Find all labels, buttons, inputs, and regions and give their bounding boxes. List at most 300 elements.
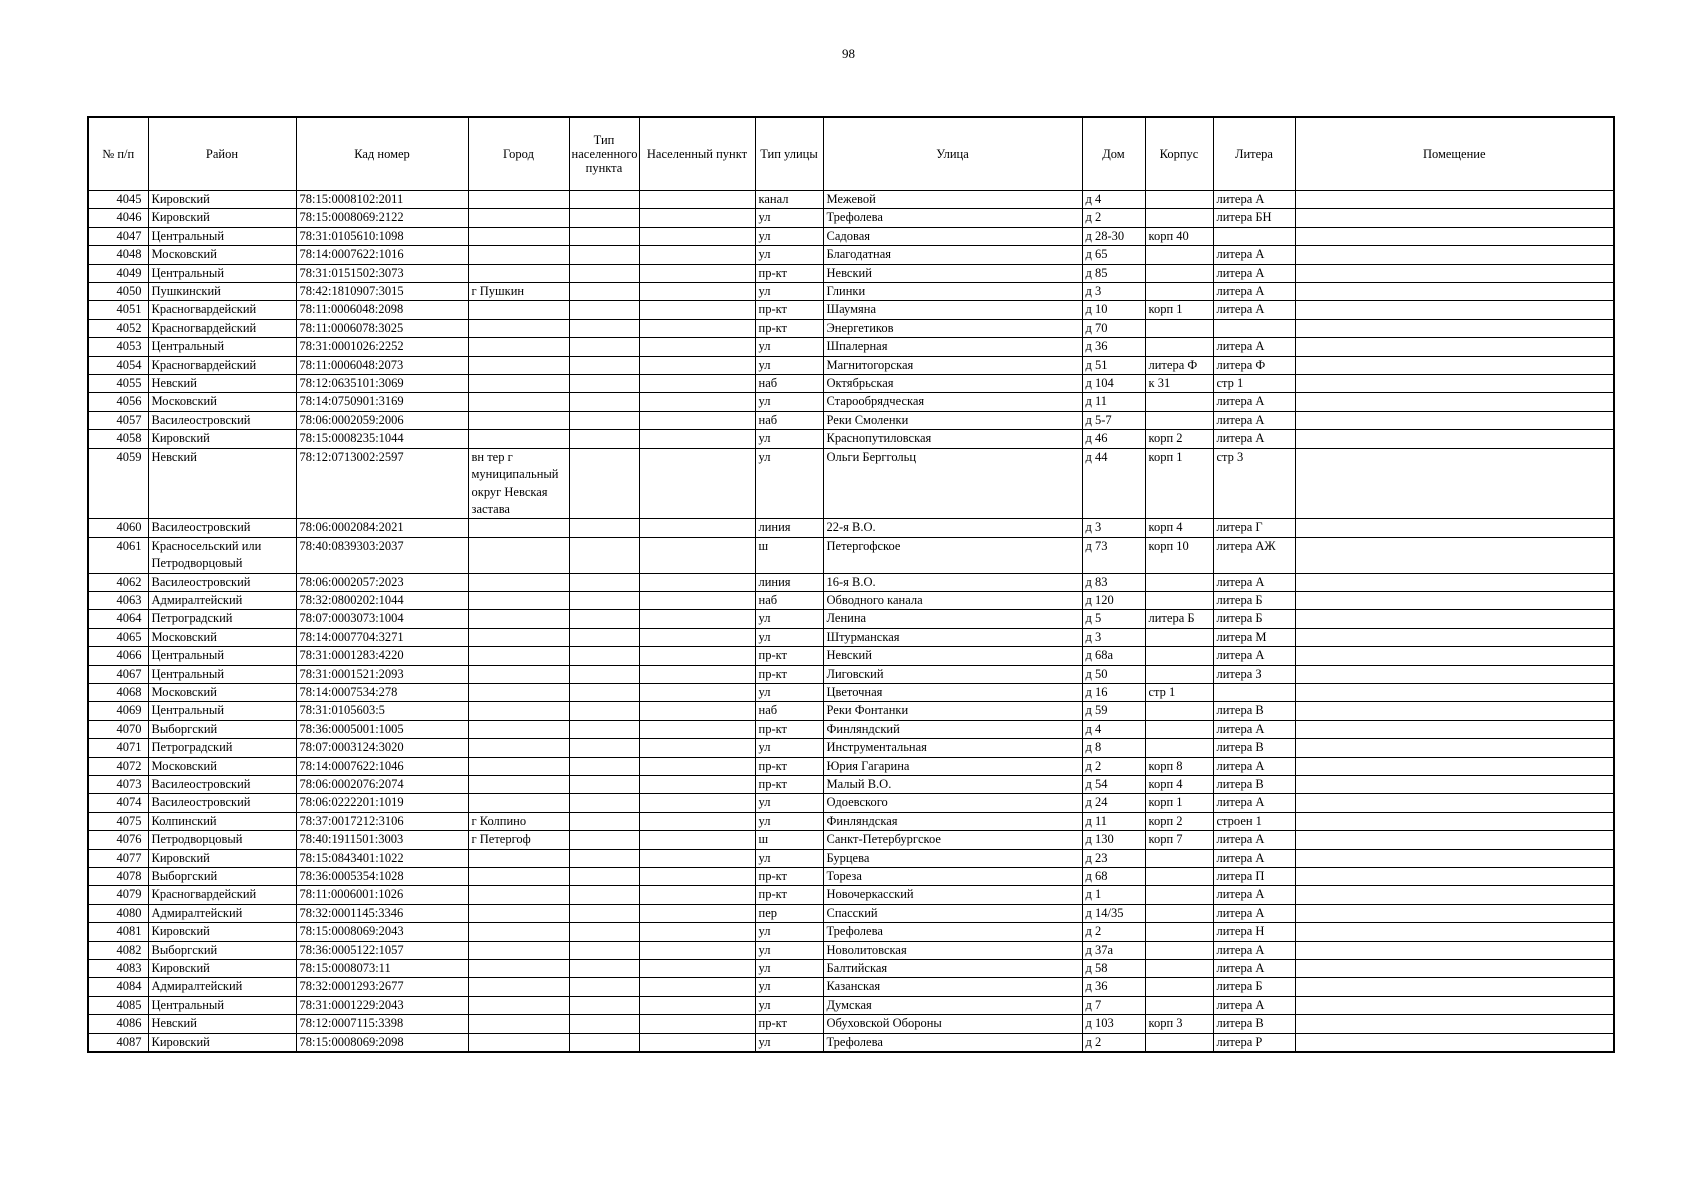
table-cell	[569, 319, 639, 337]
table-cell: ул	[755, 393, 823, 411]
table-row	[88, 209, 1614, 227]
table-cell: литера В	[1213, 739, 1295, 757]
table-cell: 78:36:0005354:1028	[296, 868, 468, 886]
table-cell: 4087	[88, 1033, 148, 1052]
table-cell	[639, 960, 755, 978]
table-row	[88, 720, 1614, 738]
table-cell	[569, 537, 639, 573]
table-cell: литера А	[1213, 996, 1295, 1014]
table-cell: линия	[755, 519, 823, 537]
table-cell: литера А	[1213, 757, 1295, 775]
table-cell: 78:15:0008069:2122	[296, 209, 468, 227]
table-cell	[468, 209, 569, 227]
table-row	[88, 739, 1614, 757]
table-cell: Юрия Гагарина	[823, 757, 1082, 775]
table-row	[88, 665, 1614, 683]
table-cell: 78:42:1810907:3015	[296, 283, 468, 301]
table-cell: Красносельский или Петродворцовый	[148, 537, 296, 573]
table-row	[88, 537, 1614, 573]
table-cell	[1295, 647, 1614, 665]
table-cell: Красногвардейский	[148, 319, 296, 337]
table-cell: д 3	[1082, 283, 1145, 301]
table-row	[88, 519, 1614, 537]
table-cell: Центральный	[148, 996, 296, 1014]
table-cell: Кировский	[148, 923, 296, 941]
table-cell: литера З	[1213, 665, 1295, 683]
column-header: Корпус	[1145, 117, 1213, 191]
table-cell	[1145, 868, 1213, 886]
table-row	[88, 904, 1614, 922]
table-cell: литера А	[1213, 647, 1295, 665]
table-row	[88, 1015, 1614, 1033]
table-cell	[1145, 702, 1213, 720]
table-cell: Октябрьская	[823, 375, 1082, 393]
table-cell	[1295, 573, 1614, 591]
column-header: Литера	[1213, 117, 1295, 191]
table-cell: пр-кт	[755, 868, 823, 886]
table-cell: д 120	[1082, 591, 1145, 609]
table-row	[88, 610, 1614, 628]
table-cell	[639, 537, 755, 573]
table-cell	[639, 683, 755, 701]
table-cell	[1145, 209, 1213, 227]
table-row	[88, 757, 1614, 775]
table-cell: 78:06:0002084:2021	[296, 519, 468, 537]
table-cell	[468, 356, 569, 374]
table-cell	[1145, 628, 1213, 646]
table-cell: 4057	[88, 411, 148, 429]
table-cell	[639, 978, 755, 996]
table-cell: д 50	[1082, 665, 1145, 683]
table-cell	[569, 849, 639, 867]
table-cell: Адмиралтейский	[148, 591, 296, 609]
table-cell	[468, 739, 569, 757]
table-cell: Кировский	[148, 209, 296, 227]
table-cell: Спасский	[823, 904, 1082, 922]
table-cell: Балтийская	[823, 960, 1082, 978]
table-cell	[468, 430, 569, 448]
table-body	[88, 191, 1614, 1053]
table-cell: д 2	[1082, 1033, 1145, 1052]
table-cell: Малый В.О.	[823, 776, 1082, 794]
table-cell	[1213, 319, 1295, 337]
table-cell: литера А	[1213, 941, 1295, 959]
table-cell: ш	[755, 537, 823, 573]
table-cell: литера А	[1213, 430, 1295, 448]
column-header: Улица	[823, 117, 1082, 191]
table-cell: 4073	[88, 776, 148, 794]
table-cell: 4051	[88, 301, 148, 319]
table-row	[88, 573, 1614, 591]
table-cell	[468, 978, 569, 996]
table-cell: д 54	[1082, 776, 1145, 794]
table-cell: 78:11:0006048:2073	[296, 356, 468, 374]
table-cell: Пушкинский	[148, 283, 296, 301]
table-cell: литера А	[1213, 301, 1295, 319]
table-cell: 78:40:1911501:3003	[296, 831, 468, 849]
table-cell: 4047	[88, 227, 148, 245]
table-cell: д 4	[1082, 720, 1145, 738]
table-cell	[1295, 411, 1614, 429]
table-cell: литера А	[1213, 246, 1295, 264]
table-cell: 78:12:0635101:3069	[296, 375, 468, 393]
table-cell	[639, 227, 755, 245]
table-cell: Адмиралтейский	[148, 978, 296, 996]
table-cell: Московский	[148, 757, 296, 775]
table-cell: литера А	[1213, 573, 1295, 591]
table-cell: д 46	[1082, 430, 1145, 448]
table-cell: литера В	[1213, 1015, 1295, 1033]
table-cell: наб	[755, 591, 823, 609]
table-cell: ул	[755, 610, 823, 628]
table-cell: линия	[755, 573, 823, 591]
table-cell: ул	[755, 430, 823, 448]
table-cell: 78:11:0006001:1026	[296, 886, 468, 904]
table-cell	[639, 757, 755, 775]
table-cell: ул	[755, 978, 823, 996]
table-cell	[1295, 683, 1614, 701]
table-cell: Штурманская	[823, 628, 1082, 646]
table-row	[88, 960, 1614, 978]
table-cell	[639, 283, 755, 301]
table-cell	[468, 338, 569, 356]
table-cell: наб	[755, 411, 823, 429]
table-cell: Инструментальная	[823, 739, 1082, 757]
table-cell	[569, 960, 639, 978]
table-cell: Межевой	[823, 191, 1082, 209]
table-cell: 78:36:0005001:1005	[296, 720, 468, 738]
table-cell: Цветочная	[823, 683, 1082, 701]
table-cell	[1295, 356, 1614, 374]
table-cell	[1145, 886, 1213, 904]
table-cell	[569, 628, 639, 646]
table-cell: 78:06:0002057:2023	[296, 573, 468, 591]
table-cell: ул	[755, 849, 823, 867]
table-cell	[1295, 794, 1614, 812]
table-cell: Реки Смоленки	[823, 411, 1082, 429]
table-cell	[1145, 338, 1213, 356]
table-cell	[569, 246, 639, 264]
table-cell: корп 1	[1145, 794, 1213, 812]
table-cell	[1145, 246, 1213, 264]
table-cell: наб	[755, 375, 823, 393]
table-cell: д 5-7	[1082, 411, 1145, 429]
table-cell: Невский	[823, 264, 1082, 282]
table-cell: Центральный	[148, 264, 296, 282]
table-cell: Новолитовская	[823, 941, 1082, 959]
table-cell	[468, 702, 569, 720]
table-cell: корп 4	[1145, 776, 1213, 794]
table-cell	[468, 519, 569, 537]
table-cell: Думская	[823, 996, 1082, 1014]
table-cell: 4048	[88, 246, 148, 264]
table-cell: Тореза	[823, 868, 1082, 886]
table-cell: Садовая	[823, 227, 1082, 245]
table-cell: Кировский	[148, 849, 296, 867]
table-cell	[1295, 519, 1614, 537]
table-cell	[468, 375, 569, 393]
table-cell: литера Б	[1213, 978, 1295, 996]
table-cell	[1295, 831, 1614, 849]
table-cell	[1145, 978, 1213, 996]
table-cell: 4064	[88, 610, 148, 628]
table-row	[88, 776, 1614, 794]
table-row	[88, 683, 1614, 701]
table-cell	[569, 665, 639, 683]
table-cell	[1295, 448, 1614, 519]
table-cell: Трефолева	[823, 923, 1082, 941]
table-cell: д 4	[1082, 191, 1145, 209]
table-cell: 4079	[88, 886, 148, 904]
table-cell	[1295, 430, 1614, 448]
table-cell	[468, 923, 569, 941]
table-cell	[1295, 868, 1614, 886]
table-cell: литера А	[1213, 411, 1295, 429]
table-cell	[569, 209, 639, 227]
table-cell: д 70	[1082, 319, 1145, 337]
table-cell: 4084	[88, 978, 148, 996]
table-row	[88, 319, 1614, 337]
table-cell	[569, 430, 639, 448]
table-cell	[639, 776, 755, 794]
table-cell	[569, 191, 639, 209]
table-cell	[468, 537, 569, 573]
table-cell: 78:14:0007622:1016	[296, 246, 468, 264]
table-cell: Центральный	[148, 227, 296, 245]
table-cell	[1145, 941, 1213, 959]
table-cell: ул	[755, 209, 823, 227]
table-cell	[1145, 573, 1213, 591]
table-cell: корп 4	[1145, 519, 1213, 537]
table-cell: 78:11:0006048:2098	[296, 301, 468, 319]
table-cell: пр-кт	[755, 301, 823, 319]
table-cell	[569, 610, 639, 628]
table-cell	[468, 996, 569, 1014]
table-cell: строен 1	[1213, 812, 1295, 830]
table-cell	[639, 720, 755, 738]
table-cell: д 3	[1082, 519, 1145, 537]
table-cell: Казанская	[823, 978, 1082, 996]
table-cell: 4050	[88, 283, 148, 301]
table-cell: литера БН	[1213, 209, 1295, 227]
table-cell: Петроградский	[148, 739, 296, 757]
table-cell: 4075	[88, 812, 148, 830]
table-cell: корп 7	[1145, 831, 1213, 849]
table-cell: Василеостровский	[148, 519, 296, 537]
table-cell: Московский	[148, 683, 296, 701]
table-cell: Краснопутиловская	[823, 430, 1082, 448]
table-cell: литера А	[1213, 886, 1295, 904]
table-cell: Кировский	[148, 191, 296, 209]
table-cell: 78:32:0800202:1044	[296, 591, 468, 609]
table-cell: стр 1	[1213, 375, 1295, 393]
table-cell: Одоевского	[823, 794, 1082, 812]
table-cell	[468, 319, 569, 337]
table-cell	[639, 794, 755, 812]
table-cell	[569, 831, 639, 849]
table-cell	[468, 411, 569, 429]
table-row	[88, 886, 1614, 904]
table-cell	[639, 209, 755, 227]
table-cell	[1295, 1015, 1614, 1033]
table-cell: д 36	[1082, 338, 1145, 356]
table-cell	[1295, 960, 1614, 978]
table-cell	[569, 683, 639, 701]
table-cell: 78:31:0001521:2093	[296, 665, 468, 683]
table-cell	[468, 849, 569, 867]
table-cell	[1295, 776, 1614, 794]
table-cell: г Колпино	[468, 812, 569, 830]
table-cell	[1145, 849, 1213, 867]
table-cell	[1295, 393, 1614, 411]
table-cell	[468, 1033, 569, 1052]
table-cell	[639, 246, 755, 264]
table-cell	[569, 647, 639, 665]
table-cell	[569, 812, 639, 830]
table-cell: д 59	[1082, 702, 1145, 720]
table-cell: пр-кт	[755, 1015, 823, 1033]
table-row	[88, 448, 1614, 519]
table-cell: литера Ф	[1213, 356, 1295, 374]
table-cell: д 37а	[1082, 941, 1145, 959]
table-cell: литера А	[1213, 283, 1295, 301]
table-cell: 78:15:0008102:2011	[296, 191, 468, 209]
table-cell: ул	[755, 923, 823, 941]
table-cell: ул	[755, 739, 823, 757]
table-cell	[1145, 904, 1213, 922]
table-cell: Красногвардейский	[148, 886, 296, 904]
table-cell: пер	[755, 904, 823, 922]
table-cell: Красногвардейский	[148, 301, 296, 319]
table-cell: литера Б	[1213, 591, 1295, 609]
table-cell: литера А	[1213, 831, 1295, 849]
table-cell: литера В	[1213, 702, 1295, 720]
table-row	[88, 1033, 1614, 1052]
table-cell: д 130	[1082, 831, 1145, 849]
table-cell: литера А	[1213, 393, 1295, 411]
table-row	[88, 702, 1614, 720]
table-cell	[639, 191, 755, 209]
table-row	[88, 283, 1614, 301]
table-cell: пр-кт	[755, 665, 823, 683]
table-row	[88, 338, 1614, 356]
table-cell	[1295, 996, 1614, 1014]
column-header: Тип улицы	[755, 117, 823, 191]
table-cell: Старообрядческая	[823, 393, 1082, 411]
column-header: Тип населенного пункта	[569, 117, 639, 191]
table-cell	[1295, 849, 1614, 867]
table-cell: Невский	[148, 1015, 296, 1033]
table-cell: Кировский	[148, 1033, 296, 1052]
table-cell: вн тер г муниципальный округ Невская застава	[468, 448, 569, 519]
table-cell: д 68а	[1082, 647, 1145, 665]
table-cell: литера Г	[1213, 519, 1295, 537]
table-cell	[569, 739, 639, 757]
table-cell: Центральный	[148, 338, 296, 356]
table-cell	[468, 941, 569, 959]
table-cell: д 51	[1082, 356, 1145, 374]
table-cell: 78:31:0151502:3073	[296, 264, 468, 282]
table-cell: 4077	[88, 849, 148, 867]
table-cell: 4067	[88, 665, 148, 683]
table-cell: Красногвардейский	[148, 356, 296, 374]
table-cell: литера Ф	[1145, 356, 1213, 374]
table-cell: 78:14:0007622:1046	[296, 757, 468, 775]
table-cell: Василеостровский	[148, 776, 296, 794]
page-number: 98	[842, 46, 855, 61]
table-cell	[569, 776, 639, 794]
table-cell	[569, 886, 639, 904]
table-cell: д 2	[1082, 923, 1145, 941]
table-cell	[468, 776, 569, 794]
table-cell: Невский	[148, 448, 296, 519]
table-cell: Колпинский	[148, 812, 296, 830]
table-cell: Трефолева	[823, 209, 1082, 227]
table-cell	[468, 683, 569, 701]
table-cell: корп 2	[1145, 812, 1213, 830]
table-cell: ул	[755, 794, 823, 812]
table-cell	[569, 923, 639, 941]
table-cell	[639, 319, 755, 337]
table-cell	[569, 978, 639, 996]
table-cell	[468, 868, 569, 886]
table-cell	[639, 610, 755, 628]
table-cell: д 103	[1082, 1015, 1145, 1033]
table-cell: 4069	[88, 702, 148, 720]
table-cell: д 14/35	[1082, 904, 1145, 922]
table-cell: литера АЖ	[1213, 537, 1295, 573]
column-header: Помещение	[1295, 117, 1614, 191]
table-row	[88, 393, 1614, 411]
table-cell	[569, 794, 639, 812]
table-cell: литера Н	[1213, 923, 1295, 941]
table-cell: пр-кт	[755, 720, 823, 738]
table-cell: литера А	[1213, 264, 1295, 282]
table-cell: Московский	[148, 393, 296, 411]
table-cell: Обуховской Обороны	[823, 1015, 1082, 1033]
table-cell: Василеостровский	[148, 411, 296, 429]
table-cell	[569, 702, 639, 720]
table-cell	[468, 301, 569, 319]
table-cell: корп 1	[1145, 301, 1213, 319]
table-cell: 4074	[88, 794, 148, 812]
table-cell: д 24	[1082, 794, 1145, 812]
table-row	[88, 430, 1614, 448]
table-cell	[569, 591, 639, 609]
table-cell	[1295, 628, 1614, 646]
table-cell	[1295, 319, 1614, 337]
table-cell: корп 3	[1145, 1015, 1213, 1033]
table-cell: ул	[755, 941, 823, 959]
table-cell: д 7	[1082, 996, 1145, 1014]
table-cell: корп 2	[1145, 430, 1213, 448]
table-cell: 4052	[88, 319, 148, 337]
table-cell: Ленина	[823, 610, 1082, 628]
table-cell: Центральный	[148, 647, 296, 665]
table-cell	[468, 647, 569, 665]
table-cell: ул	[755, 246, 823, 264]
table-cell: ул	[755, 1033, 823, 1052]
table-cell: Невский	[148, 375, 296, 393]
table-cell: д 8	[1082, 739, 1145, 757]
table-cell: литера А	[1213, 849, 1295, 867]
table-cell	[1145, 996, 1213, 1014]
table-row	[88, 246, 1614, 264]
table-cell	[1145, 960, 1213, 978]
table-cell: д 3	[1082, 628, 1145, 646]
table-cell: 4056	[88, 393, 148, 411]
table-cell	[569, 904, 639, 922]
